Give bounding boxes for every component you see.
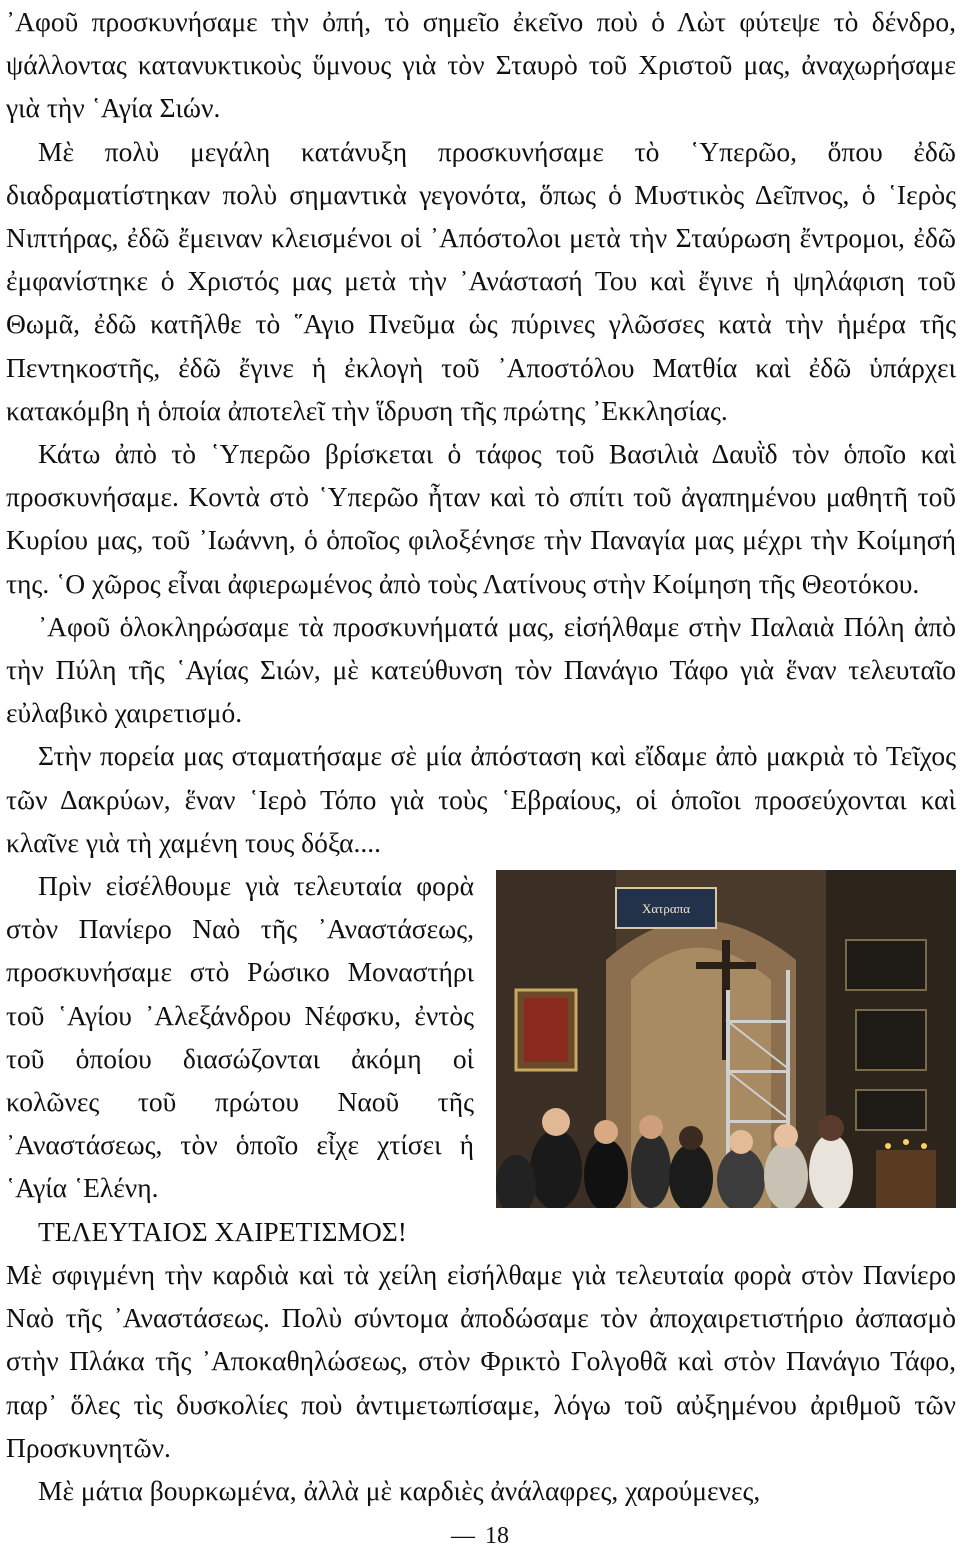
chapel-photo-block xyxy=(496,870,956,1208)
section-heading: ΤΕΛΕΥΤΑΙΟΣ ΧΑΙΡΕΤΙΣΜΟΣ! xyxy=(38,1215,407,1247)
paragraph-4: ᾿Αφοῦ ὁλοκληρώσαμε τὰ προσκυνήματά μας, εἰσήλθαμε στὴν Παλαιὰ Πόλη ἀπὸ τὴν Πύλη τῆς ῾Αγίας Σιών, μὲ κατεύθυνση τὸν Πανάγιο Τάφο γιὰ ἕναν τελευταῖο εὐλαβικὸ χαιρετισμό. xyxy=(6,610,956,729)
paragraph-8: Μὲ μάτια βουρκωμένα, ἀλλὰ μὲ καρδιὲς ἀνάλαφρες, χαρούμενες, xyxy=(38,1474,761,1506)
chapel-photo-image xyxy=(496,870,956,1208)
paragraph-7: Μὲ σφιγμένη τὴν καρδιὰ καὶ τὰ χείλη εἰσήλθαμε γιὰ τελευταία φορὰ στὸν Πανίερο Ναὸ τῆς ᾿Αναστάσεως. Πολὺ σύντομα ἀποδώσαμε τὸν ἀποχαιρετιστήριο ἀσπασμὸ στὴν Πλάκα τῆς ᾿Αποκαθηλώσεως, στὸν Φρικτὸ Γολγοθᾶ καὶ στὸν Πανάγιο Τάφο, παρ᾿ ὅλες τὶς δυσκολίες ποὺ ἀντιμετωπίσαμε, λόγω τοῦ αὐξημένου ἀριθμοῦ τῶν Προσκυνητῶν. xyxy=(6,1258,956,1463)
footer-dash: — xyxy=(451,1523,475,1549)
page-footer xyxy=(0,1521,960,1551)
paragraph-2: Μὲ πολὺ μεγάλη κατάνυξη προσκυνήσαμε τὸ ῾Υπερῶο, ὅπου ἐδῶ διαδραματίστηκαν πολὺ σημαντικὰ γεγονότα, ὅπως ὁ Μυστικὸς Δεῖπνος, ὁ ῾Ιερὸς Νιπτήρας, ἐδῶ ἔμειναν κλεισμένοι οἱ ᾿Απόστολοι μετὰ τὴν Σταύρωση ἔντρομοι, ἐδῶ ἐμφανίστηκε ὁ Χριστός μας μετὰ τὴν ᾿Ανάστασή Του καὶ ἔγινε ἡ ψηλάφιση τοῦ Θωμᾶ, ἐδῶ κατῆλθε τὸ ῞Αγιο Πνεῦμα ὡς πύρινες γλῶσσες κατὰ τὴν ἡμέρα τῆς Πεντηκοστῆς, ἐδῶ ἔγινε ἡ ἐκλογὴ τοῦ ᾿Αποστόλου Ματθία καὶ ἐδῶ ὑπάρχει κατακόμβη ἡ ὁποία ἀποτελεῖ τὴν ἵδρυση τῆς πρώτης ᾿Εκκλησίας. xyxy=(6,135,956,426)
chapel-photo xyxy=(496,870,956,1208)
paragraph-5: Στὴν πορεία μας σταματήσαμε σὲ μία ἀπόσταση καὶ εἴδαμε ἀπὸ μακριὰ τὸ Τεῖχος τῶν Δακρύων, ἕναν ῾Ιερὸ Τόπο γιὰ τοὺς ῾Εβραίους, οἱ ὁποῖοι προσεύχονται καὶ κλαῖνε γιὰ τὴ χαμένη τους δόξα.... xyxy=(6,740,956,858)
paragraph-3: Κάτω ἀπὸ τὸ ῾Υπερῶο βρίσκεται ὁ τάφος τοῦ Βασιλιὰ Δαυῒδ τὸν ὁποῖο καὶ προσκυνήσαμε. Κοντὰ στὸ ῾Υπερῶο ἦταν καὶ τὸ σπίτι τοῦ ἀγαπημένου μαθητῆ τοῦ Κυρίου μας, τοῦ ᾿Ιωάννη, ὁ ὁποῖος φιλοξένησε τὴν Παναγία μας μέχρι τὴν Κοίμησή της. ῾Ο χῶρος εἶναι ἀφιερωμένος ἀπὸ τοὺς Λατίνους στὴν Κοίμηση τῆς Θεοτόκου. xyxy=(6,438,956,599)
paragraph-6: Πρὶν εἰσέλθουμε γιὰ τελευταία φορὰ στὸν Πανίερο Ναὸ τῆς ᾿Αναστάσεως, προσκυνήσαμε στὸ Ρώσικο Μοναστήρι τοῦ ῾Αγίου ᾿Αλεξάνδρου Νέφσκυ, ἐντὸς τοῦ ὁποίου διασώζονται ἀκόμη οἱ κολῶνες τοῦ πρώτου Ναοῦ τῆς ᾿Αναστάσεως, τὸν ὁποῖο εἶχε χτίσει ἡ ῾Αγία ῾Ελένη. xyxy=(6,870,474,1204)
photo-sign-text: Χατραπα xyxy=(641,901,691,917)
page-number: 18 xyxy=(485,1523,509,1549)
document-body xyxy=(6,0,956,1512)
paragraph-1: ᾿Αφοῦ προσκυνήσαμε τὴν ὀπή, τὸ σημεῖο ἐκεῖνο ποὺ ὁ Λὼτ φύτεψε τὸ δένδρο, ψάλλοντας κατανυκτικοὺς ὕμνους γιὰ τὸν Σταυρὸ τοῦ Χριστοῦ μας, ἀναχωρήσαμε γιὰ τὴν ῾Αγία Σιών. xyxy=(6,6,956,124)
